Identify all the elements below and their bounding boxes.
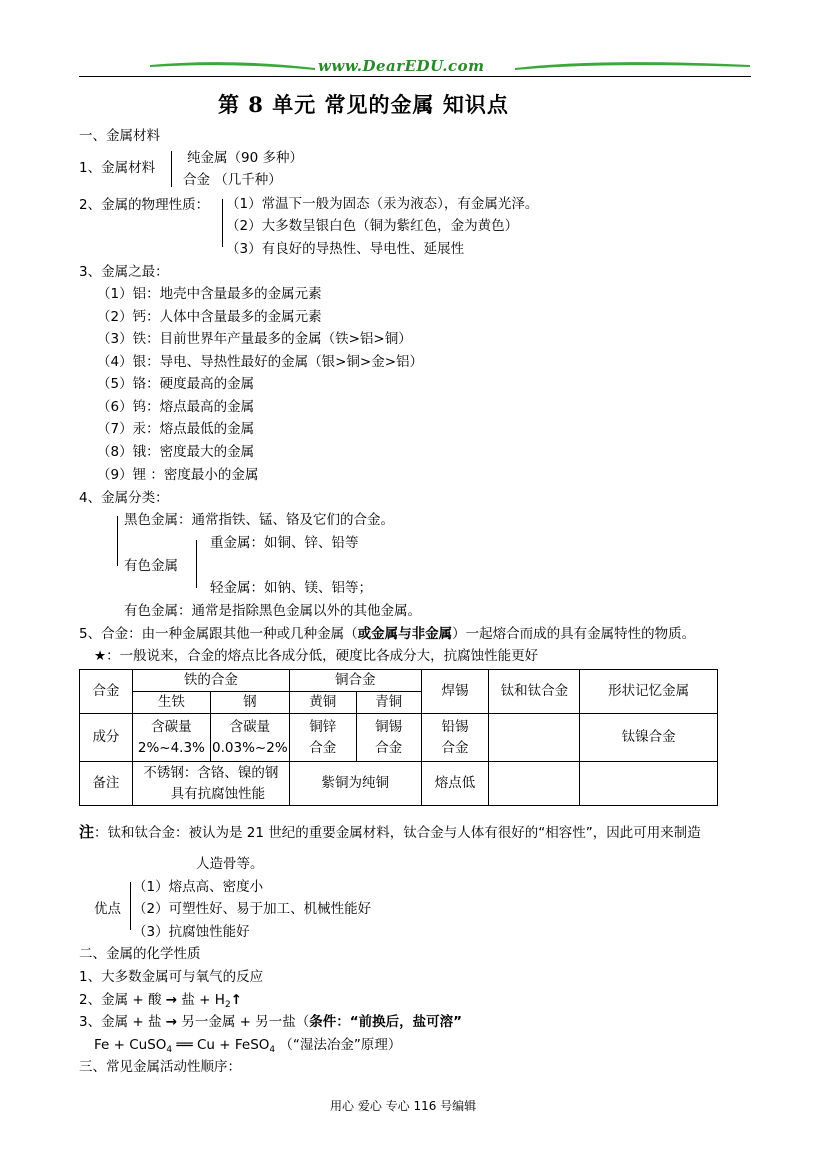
cell-titanium-comp <box>489 714 580 762</box>
eq-note: （“湿法冶金”原理） <box>275 1037 402 1053</box>
arrow-icon: → <box>165 992 178 1008</box>
item3-line-9: （9）锂 ：密度最小的金属 <box>97 467 259 483</box>
adv-line-1: （1）熔点高、密度小 <box>133 879 264 895</box>
item2-label: 2、金属的物理性质： <box>79 197 210 213</box>
s2-line-3 <box>79 1012 462 1032</box>
eq-sub2: 4 <box>269 1045 276 1055</box>
page-footer: 用心 爱心 专心 116 号编辑 <box>330 1099 477 1113</box>
cell-bronze-comp <box>356 714 421 762</box>
section-1-heading: 一、金属材料 <box>79 128 160 144</box>
th-copper-alloy: 铜合金 <box>289 670 421 692</box>
item2-line-2: （2）大多数呈银白色（铜为紫红色，金为黄色） <box>226 218 519 234</box>
th-steel: 钢 <box>210 692 289 714</box>
item1-brace <box>171 151 172 187</box>
h2-subscript: 2 <box>224 1000 231 1010</box>
item5-star-text: ：一般说来，合金的熔点比各成分低，硬度比各成分大，抗腐蚀性能更好 <box>106 648 539 664</box>
item4-inner-brace <box>196 540 197 588</box>
item5-post: ）一起熔合而成的具有金属特性的物质。 <box>452 626 696 642</box>
up-arrow-icon: ↑ <box>230 992 242 1008</box>
section-2-heading: 二、金属的化学性质 <box>79 946 201 962</box>
section-3-heading: 三、常见金属活动性顺序： <box>79 1059 241 1075</box>
eq-mid: ══ Cu + FeSO <box>172 1037 270 1053</box>
alloy-table <box>79 669 718 806</box>
cell-sma-comp: 钛镍合金 <box>580 714 718 762</box>
cell-line: 含碳量 <box>151 718 192 735</box>
item4-light: 轻金属：如钠、镁、铝等； <box>210 580 372 596</box>
s2-l3-condition: 条件：“前换后，盐可溶” <box>309 1014 463 1030</box>
s2-line-1: 1、大多数金属可与氧气的反应 <box>79 969 264 985</box>
adv-line-3: （3）抗腐蚀性能好 <box>133 924 250 940</box>
cell-low-mp: 熔点低 <box>421 762 489 806</box>
cell-steel-comp <box>210 714 289 762</box>
note-label: 注 <box>79 823 95 841</box>
item2-line-1: （1）常温下一般为固态（汞为液态），有金属光泽。 <box>226 196 539 212</box>
star-icon: ★ <box>94 648 107 664</box>
cell-red-copper: 紫铜为纯铜 <box>289 762 421 806</box>
arrow-icon: → <box>165 1014 178 1030</box>
header-banner: www.DearEDU.com <box>318 57 485 75</box>
s2-l3a: 3、金属 + 盐 <box>79 1014 166 1030</box>
item5-star-line <box>94 646 538 666</box>
cell-titanium-note <box>489 762 580 806</box>
item4-outer-brace <box>117 516 118 566</box>
th-titanium: 钛和钛合金 <box>489 670 580 714</box>
row-note: 备注 <box>80 762 133 806</box>
cell-line: 不锈钢：含铬、镍的钢 <box>143 764 279 781</box>
row-composition: 成分 <box>80 714 133 762</box>
header-rule <box>79 76 751 77</box>
cell-line: 0.03%~2% <box>212 739 288 756</box>
s2-l2b: 盐 + H <box>177 992 225 1008</box>
cell-line: 合金 <box>375 739 403 756</box>
eq-fe: Fe + CuSO <box>94 1037 167 1053</box>
item3-label: 3、金属之最： <box>79 264 169 280</box>
th-iron-alloy: 铁的合金 <box>132 670 289 692</box>
item5-bold: 或金属与非金属 <box>357 626 453 642</box>
item3-line-4: （4）银：导电、导热性最好的金属（银>铜>金>铝） <box>97 354 424 370</box>
item1-b: 合金 （几千种） <box>183 172 282 188</box>
cell-stainless <box>132 762 289 806</box>
th-bronze: 青铜 <box>356 692 421 714</box>
cell-sma-note <box>580 762 718 806</box>
th-alloy: 合金 <box>80 670 133 714</box>
cell-line: 具有抗腐蚀性能 <box>170 785 266 802</box>
item1-label: 1、金属材料 <box>79 160 156 176</box>
cell-line: 合金 <box>441 739 469 756</box>
item3-line-3: （3）铁：目前世界年产量最多的金属（铁>铝>铜） <box>97 331 412 347</box>
s2-l2a: 2、金属 + 酸 <box>79 992 166 1008</box>
item4-black: 黑色金属：通常指铁、锰、铬及它们的合金。 <box>124 512 394 528</box>
note-cont: 人造骨等。 <box>196 856 264 872</box>
th-brass: 黄铜 <box>289 692 356 714</box>
item3-line-2: （2）钙：人体中含量最多的金属元素 <box>97 309 322 325</box>
cell-pig-iron-comp <box>132 714 210 762</box>
note-text: ：钛和钛合金：被认为是 21 世纪的重要金属材料，钛合金与人体有很好的“相容性”，因此可用来制造 <box>94 825 701 841</box>
item3-line-6: （6）钨：熔点最高的金属 <box>97 399 255 415</box>
item3-line-1: （1）铝：地壳中含量最多的金属元素 <box>97 286 322 302</box>
item5-line <box>79 624 695 644</box>
item4-heavy: 重金属：如铜、锌、铅等 <box>210 535 359 551</box>
cell-line: 铜锡 <box>375 718 403 735</box>
cell-line: 合金 <box>309 739 337 756</box>
cell-line: 铜锌 <box>309 718 337 735</box>
adv-line-2: （2）可塑性好、易于加工、机械性能好 <box>133 901 372 917</box>
item4-note: 有色金属：通常是指除黑色金属以外的其他金属。 <box>124 603 421 619</box>
item1-a: 纯金属（90 多种） <box>187 150 303 166</box>
cell-line: 含碳量 <box>229 718 271 735</box>
item3-line-8: （8）锇：密度最大的金属 <box>97 444 255 460</box>
eq-sub: 4 <box>166 1045 173 1055</box>
item4-label: 4、金属分类： <box>79 490 169 506</box>
cell-solder-comp <box>421 714 489 762</box>
cell-line: 铅锡 <box>441 718 469 735</box>
item5-pre: 5、合金：由一种金属跟其他一种或几种金属（ <box>79 626 358 642</box>
th-sma: 形状记忆金属 <box>580 670 718 714</box>
note-line <box>79 822 701 843</box>
th-pig-iron: 生铁 <box>132 692 210 714</box>
page-title: 第 8 单元 常见的金属 知识点 <box>218 92 509 117</box>
adv-brace <box>130 882 131 930</box>
item4-colored: 有色金属 <box>124 558 178 574</box>
item3-line-5: （5）铬：硬度最高的金属 <box>97 376 255 392</box>
item2-line-3: （3）有良好的导热性、导电性、延展性 <box>226 241 465 257</box>
adv-label: 优点 <box>94 901 121 917</box>
cell-line: 2%~4.3% <box>137 739 205 756</box>
item3-line-7: （7）汞：熔点最低的金属 <box>97 421 255 437</box>
th-solder: 焊锡 <box>421 670 489 714</box>
item2-brace <box>222 199 223 247</box>
cell-brass-comp <box>289 714 356 762</box>
s2-l3b: 另一金属 + 另一盐（ <box>177 1014 310 1030</box>
